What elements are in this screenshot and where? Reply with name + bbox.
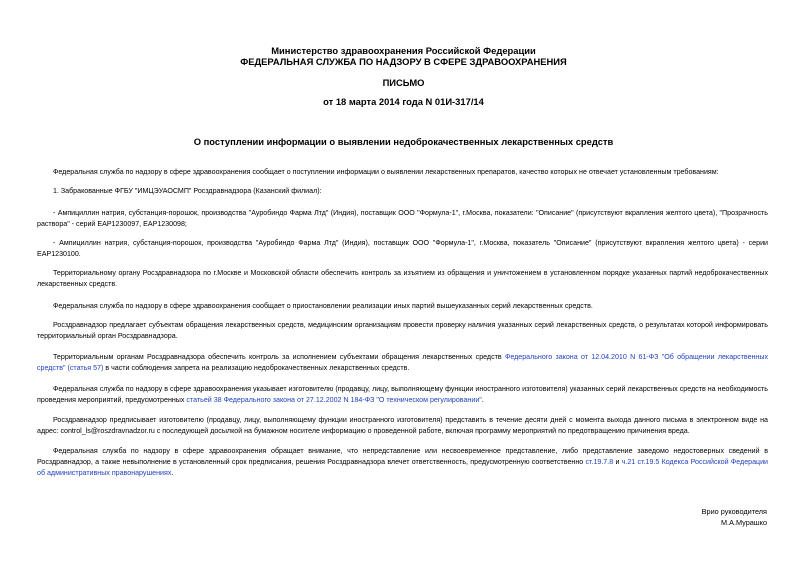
paragraph-manufacturer-measures bbox=[37, 384, 768, 406]
paragraph-item-2: - Ампициллин натрия, субстанция-порошок, производства "Ауробиндо Фарма Лтд" (Индия), поставщик ООО "Формула-1", г.Москва, показатель "Описание" (присутствуют вкрапления желтого цвета) - серии EAP1230100. bbox=[37, 239, 768, 259]
law-61-fz-link[interactable]: Федерального закона от 12.04.2010 N 61-ФЗ "Об обращении лекарственных средств" bbox=[37, 353, 768, 373]
paragraph-responsibility-tail: . bbox=[171, 469, 174, 478]
signature-position: Врио руководителя bbox=[701, 507, 767, 516]
paragraph-item-1: - Ампициллин натрия, субстанция-порошок, производства "Ауробиндо Фарма Лтд" (Индия), поставщик ООО "Формула-1", г.Москва, показатели: "Описание" (присутствуют вкрапления желтого цвета), "Прозрачность раствора" - серий EAP1230097, EAP1230098; bbox=[37, 209, 768, 229]
paragraph-intro: Федеральная служба по надзору в сфере здравоохранения сообщает о поступлении информации о выявлении лекарственных препаратов, качество которых не отвечает установленным требованиям: bbox=[53, 168, 719, 176]
paragraph-suspension: Федеральная служба по надзору в сфере здравоохранения сообщает о приостановлении реализации иных партий вышеуказанных серий лекарственных средств. bbox=[53, 302, 593, 310]
paragraph-responsibility-text: Федеральная служба по надзору в сфере здравоохранения обращает внимание, что непредставление или несвоевременное представление, либо представление заведомо недостоверных сведений в Росздравнадзор, а также невыполнение в установленный срок предписания, решения Росздравнадзора влечет ответственность, предусмотренную соответственно bbox=[37, 447, 768, 467]
doc-subject: О поступлении информации о выявлении недоброкачественных лекарственных средств bbox=[193, 136, 614, 147]
article-19-7-8-link[interactable]: ст.19.7.8 bbox=[585, 458, 614, 467]
paragraph-territorial-control: Территориальному органу Росздравнадзора по г.Москве и Московской области обеспечить контроль за изъятием из обращения и уничтожением в установленном порядке указанных партий недоброкачественных лекарственных средств. bbox=[37, 269, 768, 289]
paragraph-law-control bbox=[37, 352, 768, 374]
service-title: ФЕДЕРАЛЬНАЯ СЛУЖБА ПО НАДЗОРУ В СФЕРЕ ЗДРАВООХРАНЕНИЯ bbox=[240, 56, 567, 67]
signature-name: М.А.Мурашко bbox=[720, 518, 767, 527]
paragraph-manufacturer-text: Федеральная служба по надзору в сфере здравоохранения указывает изготовителю (продавцу, лицу, выполняющему функции иностранного изготовителя) указанных серий лекарственных средств на необходимость проведения мероприятий, предусмотренных bbox=[37, 385, 768, 405]
doc-date: от 18 марта 2014 года N 01И-317/14 bbox=[323, 96, 484, 107]
paragraph-manufacturer-tail: . bbox=[481, 396, 484, 405]
paragraph-rejected: 1. Забракованные ФГБУ "ИМЦЭУАОСМП" Росздравнадзора (Казанский филиал): bbox=[53, 187, 322, 195]
paragraph-responsibility bbox=[37, 446, 768, 480]
paragraph-law-control-text: Территориальным органам Росздравнадзора обеспечить контроль за исполнением субъектами обращения лекарственных средств bbox=[53, 353, 505, 361]
paragraph-check-proposal: Росздравнадзор предлагает субъектам обращения лекарственных средств, медицинским организациям провести проверку наличия указанных серий лекарственных средств, о результатах которой информировать территориальный орган Росздравнадзора. bbox=[37, 321, 768, 341]
paragraph-prescription: Росздравнадзор предписывает изготовителю (продавцу, лицу, выполняющему функции иностранного изготовителя) представить в течение десяти дней с момента выхода данного письма в электронном виде на адрес: control_ls@roszdravnadzor.ru с последующей досылкой на бумажном носителе информацию о проведенной работе, включая программу мероприятий по предотвращению причинения вреда. bbox=[37, 416, 768, 436]
paragraph-responsibility-and: и bbox=[613, 458, 622, 467]
doc-type: ПИСЬМО bbox=[382, 77, 425, 88]
law-184-fz-link[interactable]: статьей 38 Федерального закона от 27.12.2002 N 184-ФЗ "О техническом регулировании" bbox=[186, 396, 482, 405]
koap-19-5-link[interactable]: ч.21 ст.19.5 Кодекса Российской Федерации об административных правонарушениях bbox=[37, 458, 769, 478]
paragraph-law-control-tail: в части соблюдения запрета на реализацию недоброкачественных лекарственных средств. bbox=[103, 364, 410, 373]
ministry-title: Министерство здравоохранения Российской Федерации bbox=[271, 45, 536, 56]
article-57-link[interactable]: (статья 57) bbox=[67, 364, 104, 373]
